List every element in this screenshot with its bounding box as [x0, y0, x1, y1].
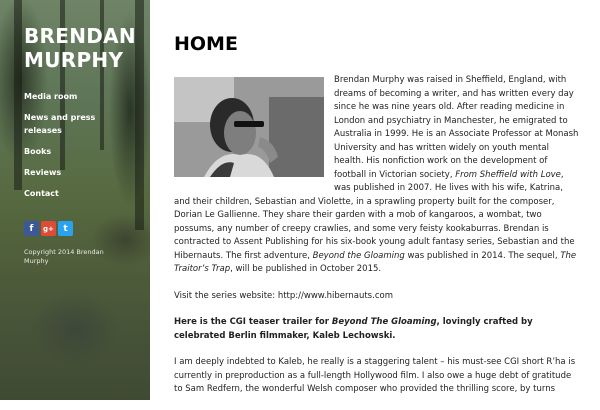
trailer-text-1: Here is the CGI teaser trailer for	[174, 317, 329, 327]
nav-item-news[interactable]: News and press releases	[24, 113, 96, 135]
bio-text-2: , was published in 2007. He lives with his wife, Katrina, and their children, Sebastian and Violette, in a sprawling property built for the composer, Dorian Le Gallienne. They share their garden with a mob of kangaroos, a wombat, two possums, any number of creepy crawlies, and some very feisty kookaburras. Brendan is contracted to Assent Publishing for his six-book young adult fantasy series, Sebastian and the Hibernauts. The first adventure,	[174, 169, 575, 261]
trailer-paragraph	[174, 316, 580, 343]
bio-paragraph	[174, 74, 580, 277]
thanks-paragraph: I am deeply indebted to Kaleb, he really is a staggering talent – his must-see CGI short R’ha is currently in preproduction as a full-length Hollywood film. I also owe a huge debt of gratitude to Sam Redfern, the wonderful Welsh composer who provided the thrilling score, by turns	[174, 357, 576, 394]
trailer-text-2: , lovingly crafted by celebrated Berlin filmmaker, Kaleb Lechowski.	[174, 317, 533, 341]
book-title-from-sheffield: From Sheffield with Love	[455, 169, 561, 180]
nav-item-media-room[interactable]: Media room	[24, 92, 78, 101]
site-branding	[24, 24, 142, 72]
bio-text-4: , will be published in October 2015.	[230, 264, 382, 274]
main-content	[150, 0, 600, 400]
sidebar-nav	[24, 90, 134, 208]
bio-text-3: was published in 2014. The sequel,	[407, 250, 558, 261]
bio-text-1: Brendan Murphy was raised in Sheffield, England, with dreams of becoming a writer, and has written every day since he was nine years old. After reading medicine in London and psychiatry in Manchester, he emigrated to Australia in 1999. He is an Associate Professor at Monash University and has written widely on youth mental health. His nonfiction work on the development of football in Victorian society,	[334, 75, 579, 180]
article-body	[174, 74, 580, 410]
page-title: HOME	[174, 33, 238, 55]
facebook-icon[interactable]: f	[24, 221, 39, 236]
twitter-icon[interactable]: t	[58, 221, 73, 236]
sidebar	[0, 0, 150, 400]
site-title-line1: BRENDAN	[24, 24, 136, 48]
social-links	[24, 221, 73, 236]
nav-item-books[interactable]: Books	[24, 147, 52, 156]
googleplus-icon[interactable]: g+	[41, 221, 56, 236]
book-title-traitors-trap: The Traitor’s Trap	[174, 250, 577, 274]
series-website-link[interactable]: Visit the series website: http://www.hibernauts.com	[174, 290, 393, 301]
website-paragraph[interactable]	[174, 290, 580, 304]
copyright-text: Copyright 2014 Brendan Murphy	[24, 248, 104, 265]
book-title-beyond-the-gloaming: Beyond the Gloaming	[312, 250, 405, 261]
nav-item-contact[interactable]: Contact	[24, 189, 59, 198]
site-title-line2: MURPHY	[24, 48, 124, 72]
site-title[interactable]	[24, 24, 142, 72]
nav-item-reviews[interactable]: Reviews	[24, 168, 62, 177]
trailer-book-title: Beyond The Gloaming	[331, 317, 437, 327]
